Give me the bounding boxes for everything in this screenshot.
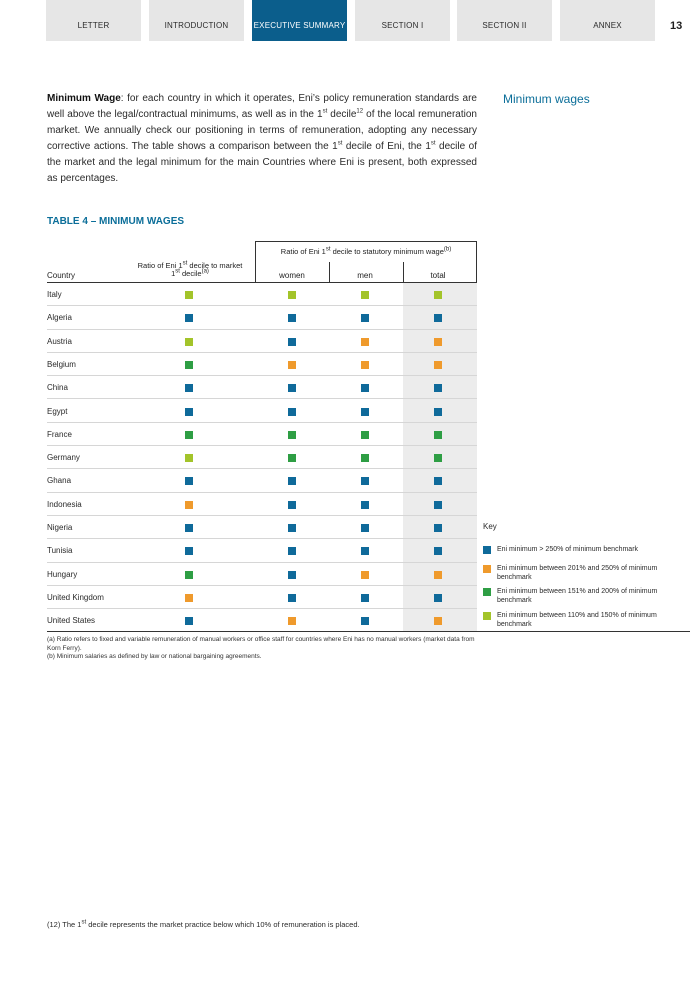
rating-square-men	[361, 384, 369, 392]
table-row	[47, 516, 477, 539]
country-name: France	[47, 429, 72, 439]
rating-square-women	[288, 338, 296, 346]
tab-letter[interactable]: LETTER	[46, 0, 141, 41]
intro-text: : for each country in which it operates, Eni’s policy remuneration standards are well above the legal/contractual minimums, as well as in the 1	[47, 93, 477, 120]
rating-square-total	[434, 408, 442, 416]
rating-square-market	[185, 314, 193, 322]
rating-square-total	[434, 594, 442, 602]
rating-square-market	[185, 524, 193, 532]
header-divider	[403, 262, 404, 282]
header-text: Ratio of Eni 1	[137, 261, 183, 270]
header-text: decile	[179, 269, 202, 278]
rating-square-total	[434, 524, 442, 532]
sup: st	[325, 246, 331, 253]
table-row	[47, 330, 477, 353]
header-statutory	[256, 247, 476, 256]
tab-section-i[interactable]: SECTION I	[355, 0, 450, 41]
rating-square-market	[185, 454, 193, 462]
rating-square-women	[288, 361, 296, 369]
table-row	[47, 469, 477, 492]
table-row	[47, 586, 477, 609]
rating-square-men	[361, 524, 369, 532]
country-name: United States	[47, 616, 96, 626]
key-swatch	[483, 588, 491, 596]
rating-square-men	[361, 454, 369, 462]
tab-executive-summary[interactable]: EXECUTIVE SUMMARY	[252, 0, 347, 41]
rating-square-total	[434, 571, 442, 579]
table-title: TABLE 4 – MINIMUM WAGES	[47, 216, 185, 227]
table-row	[47, 306, 477, 329]
footnote-text: (12) The 1	[47, 920, 82, 929]
rating-square-total	[434, 454, 442, 462]
header-text: decile to statutory minimum wage	[330, 247, 444, 256]
key-swatch	[483, 565, 491, 573]
rating-square-men	[361, 617, 369, 625]
country-name: Indonesia	[47, 499, 82, 509]
rating-square-women	[288, 291, 296, 299]
table-row	[47, 563, 477, 586]
table-row	[47, 423, 477, 446]
rating-square-women	[288, 501, 296, 509]
table-row	[47, 283, 477, 306]
key-label: Eni minimum between 110% and 150% of minimum benchmark	[497, 612, 657, 628]
footnote-ref[interactable]: 12	[356, 108, 364, 115]
rating-square-men	[361, 501, 369, 509]
rating-square-market	[185, 547, 193, 555]
country-name: Egypt	[47, 406, 68, 416]
rating-square-market	[185, 361, 193, 369]
rating-square-market	[185, 571, 193, 579]
rating-square-men	[361, 338, 369, 346]
rating-square-market	[185, 501, 193, 509]
rating-square-market	[185, 291, 193, 299]
header-text: 1	[171, 269, 176, 278]
table-notes	[47, 636, 477, 662]
header-divider	[329, 262, 330, 282]
rating-square-women	[288, 594, 296, 602]
key-label: Eni minimum between 201% and 250% of minimum benchmark	[497, 565, 658, 581]
table-row	[47, 493, 477, 516]
rating-square-market	[185, 594, 193, 602]
rating-square-men	[361, 547, 369, 555]
rating-square-total	[434, 314, 442, 322]
rating-square-men	[361, 408, 369, 416]
rating-square-women	[288, 477, 296, 485]
rating-square-total	[434, 338, 442, 346]
country-name: Germany	[47, 453, 80, 463]
rating-square-total	[434, 547, 442, 555]
intro-text: decile	[327, 109, 357, 120]
key-swatch	[483, 612, 491, 620]
table-row	[47, 539, 477, 562]
rating-square-market	[185, 477, 193, 485]
header-women: women	[279, 271, 305, 280]
intro-text: decile of the market and the legal minimum for the main Countries where Eni is present, both expressed as percentages.	[47, 141, 477, 184]
header-market	[120, 262, 260, 278]
tab-introduction[interactable]: INTRODUCTION	[149, 0, 244, 41]
footnote-12	[47, 920, 360, 929]
rating-square-men	[361, 571, 369, 579]
table-row	[47, 400, 477, 423]
note-b: (b) Minimum salaries as defined by law or national bargaining agreements.	[47, 653, 262, 660]
header-men: men	[357, 271, 373, 280]
rating-square-total	[434, 291, 442, 299]
key-title: Key	[483, 522, 497, 531]
rating-square-women	[288, 571, 296, 579]
country-name: Austria	[47, 336, 72, 346]
sup: st	[322, 108, 328, 115]
sup: st	[81, 919, 87, 926]
rating-square-women	[288, 431, 296, 439]
key-swatch	[483, 546, 491, 554]
table-row	[47, 446, 477, 469]
rating-square-men	[361, 291, 369, 299]
table-row	[47, 376, 477, 399]
rating-square-total	[434, 431, 442, 439]
country-name: Nigeria	[47, 523, 73, 532]
note-a: (a) Ratio refers to fixed and variable remuneration of manual workers or office staff for countries where Eni has no manual workers (market data from Korn Ferry).	[47, 636, 475, 652]
country-name: Ghana	[47, 476, 72, 486]
tab-section-ii[interactable]: SECTION II	[457, 0, 552, 41]
rating-square-women	[288, 454, 296, 462]
key-label: Eni minimum between 151% and 200% of minimum benchmark	[497, 588, 658, 604]
intro-lead: Minimum Wage	[47, 93, 121, 104]
rating-square-men	[361, 431, 369, 439]
tab-annex[interactable]: ANNEX	[560, 0, 655, 41]
rating-square-men	[361, 594, 369, 602]
rating-square-women	[288, 617, 296, 625]
rating-square-women	[288, 384, 296, 392]
country-name: Tunisia	[47, 546, 73, 556]
rating-square-total	[434, 617, 442, 625]
rating-square-women	[288, 547, 296, 555]
header-text: decile to market	[187, 261, 243, 270]
sup: st	[430, 140, 436, 147]
rating-square-women	[288, 314, 296, 322]
key-label: Eni minimum > 250% of minimum benchmark	[497, 546, 639, 553]
header-text: Ratio of Eni 1	[280, 247, 326, 256]
rating-square-market	[185, 617, 193, 625]
rating-square-total	[434, 477, 442, 485]
rating-square-market	[185, 338, 193, 346]
intro-text: decile of Eni, the 1	[342, 141, 431, 152]
page-number: 13	[670, 20, 683, 32]
rating-square-women	[288, 524, 296, 532]
rating-square-total	[434, 384, 442, 392]
header-country: Country	[47, 271, 76, 280]
rating-square-total	[434, 361, 442, 369]
country-name: Hungary	[47, 569, 78, 579]
sup: (b)	[443, 246, 452, 253]
rating-square-men	[361, 477, 369, 485]
side-title: Minimum wages	[503, 92, 590, 106]
sup: (a)	[201, 268, 209, 275]
country-name: Belgium	[47, 359, 76, 369]
rating-square-men	[361, 361, 369, 369]
footnote-text: decile represents the market practice below which 10% of remuneration is placed.	[86, 920, 360, 929]
rating-square-market	[185, 384, 193, 392]
country-name: Italy	[47, 290, 62, 299]
sup: st	[182, 260, 188, 267]
header-total: total	[430, 271, 446, 280]
table-row	[47, 609, 477, 632]
sup: st	[337, 140, 343, 147]
rating-square-women	[288, 408, 296, 416]
rating-square-total	[434, 501, 442, 509]
sup: st	[175, 268, 180, 275]
country-name: Algeria	[47, 313, 72, 323]
country-name: United Kingdom	[47, 592, 104, 602]
table-bottom-rule	[47, 631, 690, 632]
intro-text: of the local remuneration market. We annually check our positioning in terms of remuneration, adopting any necessary corrective actions. The table shows a comparison between the 1	[47, 109, 477, 152]
rating-square-men	[361, 314, 369, 322]
rating-square-market	[185, 431, 193, 439]
rating-square-market	[185, 408, 193, 416]
intro-paragraph	[47, 91, 477, 187]
country-name: China	[47, 383, 68, 393]
table-row	[47, 353, 477, 376]
